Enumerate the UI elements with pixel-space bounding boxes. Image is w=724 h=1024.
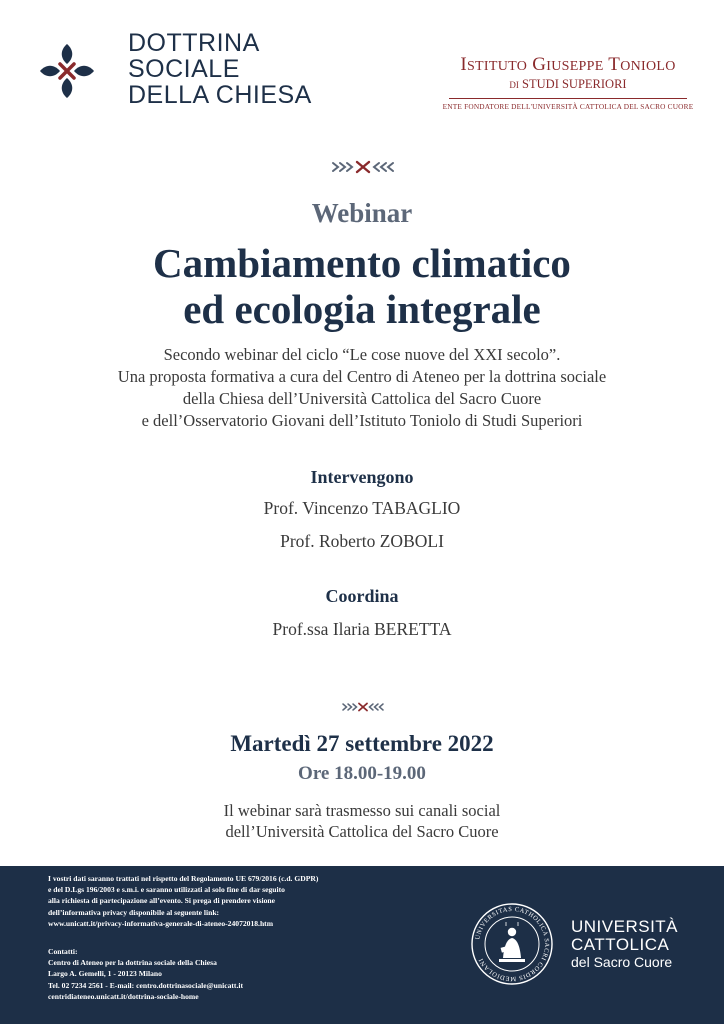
event-title — [0, 240, 724, 332]
dsc-title — [128, 30, 312, 108]
event-title-line: Cambiamento climatico — [153, 240, 571, 286]
event-subtitle — [0, 344, 724, 432]
webinar-label: Webinar — [311, 198, 413, 228]
ucsc-logo — [571, 918, 678, 971]
speaker-name: Prof. Vincenzo TABAGLIO — [263, 498, 461, 518]
subtitle-line: Secondo webinar del ciclo “Le cose nuove del XXI secolo”. — [163, 345, 561, 364]
broadcast-line: dell’Università Cattolica del Sacro Cuore — [225, 822, 499, 841]
contacts-heading: Contatti: — [48, 947, 78, 956]
seal-text: UNIVERSITAS CATHOLICA SACRI CORDIS MEDIOLANI — [474, 905, 551, 983]
toniolo-initial: G — [532, 54, 547, 75]
privacy-line: I vostri dati saranno trattati nel rispetto del Regolamento UE 679/2016 (c.d. GDPR) — [48, 874, 319, 883]
toniolo-tagline: ENTE FONDATORE DELL'UNIVERSITÀ CATTOLICA DEL SACRO CUORE — [442, 102, 694, 111]
privacy-line: e del D.Lgs 196/2003 e s.m.i. e saranno utilizzati al solo fine di dar seguito — [48, 885, 285, 895]
toniolo-initial: I — [460, 54, 467, 75]
event-title-line: ed ecologia integrale — [183, 286, 541, 332]
privacy-notice — [48, 873, 428, 929]
dsc-title-line: SOCIALE — [128, 55, 240, 83]
toniolo-name — [440, 54, 696, 76]
contacts — [48, 946, 428, 1002]
toniolo-divider — [449, 98, 687, 99]
university-seal-icon — [470, 902, 554, 986]
privacy-line: alla richiesta di partecipazione all’evento. Si prega di prendere visione — [48, 896, 275, 906]
ucsc-line: CATTOLICA — [571, 935, 670, 954]
broadcast-line: Il webinar sarà trasmesso sui canali social — [223, 801, 501, 820]
toniolo-word: ONIOLO — [620, 59, 676, 74]
toniolo-initial: T — [608, 54, 621, 75]
ucsc-line: del Sacro Cuore — [571, 954, 673, 970]
dsc-title-line: DOTTRINA — [128, 29, 260, 57]
contacts-email[interactable]: Tel. 02 7234 2561 - E-mail: centro.dottrinasociale@unicatt.it — [48, 980, 243, 990]
ornament-icon — [342, 702, 384, 712]
speaker-name: Prof. Roberto ZOBOLI — [280, 531, 444, 551]
dsc-title-line: DELLA CHIESA — [128, 81, 312, 109]
toniolo-logo — [440, 54, 696, 111]
ucsc-line: UNIVERSITÀ — [571, 917, 679, 936]
ornament-icon — [331, 160, 395, 174]
toniolo-word: STITUTO — [466, 59, 528, 74]
contacts-line: Centro di Ateneo per la dottrina sociale della Chiesa — [48, 958, 217, 968]
contacts-line: Largo A. Gemelli, 1 - 20123 Milano — [48, 969, 162, 979]
toniolo-sub-di: DI — [509, 80, 519, 90]
coordinator-name: Prof.ssa Ilaria BERETTA — [272, 619, 452, 639]
toniolo-sub-rest: STUDI SUPERIORI — [522, 77, 627, 91]
privacy-link[interactable]: www.unicatt.it/privacy-informativa-generale-di-ateneo-24072018.htm — [48, 918, 274, 928]
toniolo-subtitle — [440, 77, 696, 92]
subtitle-line: e dell’Osservatorio Giovani dell’Istituto Toniolo di Studi Superiori — [141, 411, 583, 430]
toniolo-word: IUSEPPE — [546, 59, 604, 74]
dsc-logo-icon — [36, 40, 98, 102]
event-date: Martedì 27 settembre 2022 — [230, 731, 494, 756]
subtitle-line: della Chiesa dell’Università Cattolica del Sacro Cuore — [182, 389, 542, 408]
coordinator-heading: Coordina — [325, 586, 399, 606]
privacy-line: dell’informativa privacy disponibile al seguente link: — [48, 907, 220, 917]
subtitle-line: Una proposta formativa a cura del Centro di Ateneo per la dottrina sociale — [117, 367, 607, 386]
event-time: Ore 18.00-19.00 — [298, 763, 426, 784]
broadcast-info — [0, 800, 724, 842]
contacts-website-link[interactable]: centridiateneo.unicatt.it/dottrina-sociale-home — [48, 991, 199, 1001]
speakers-heading: Intervengono — [310, 467, 414, 487]
